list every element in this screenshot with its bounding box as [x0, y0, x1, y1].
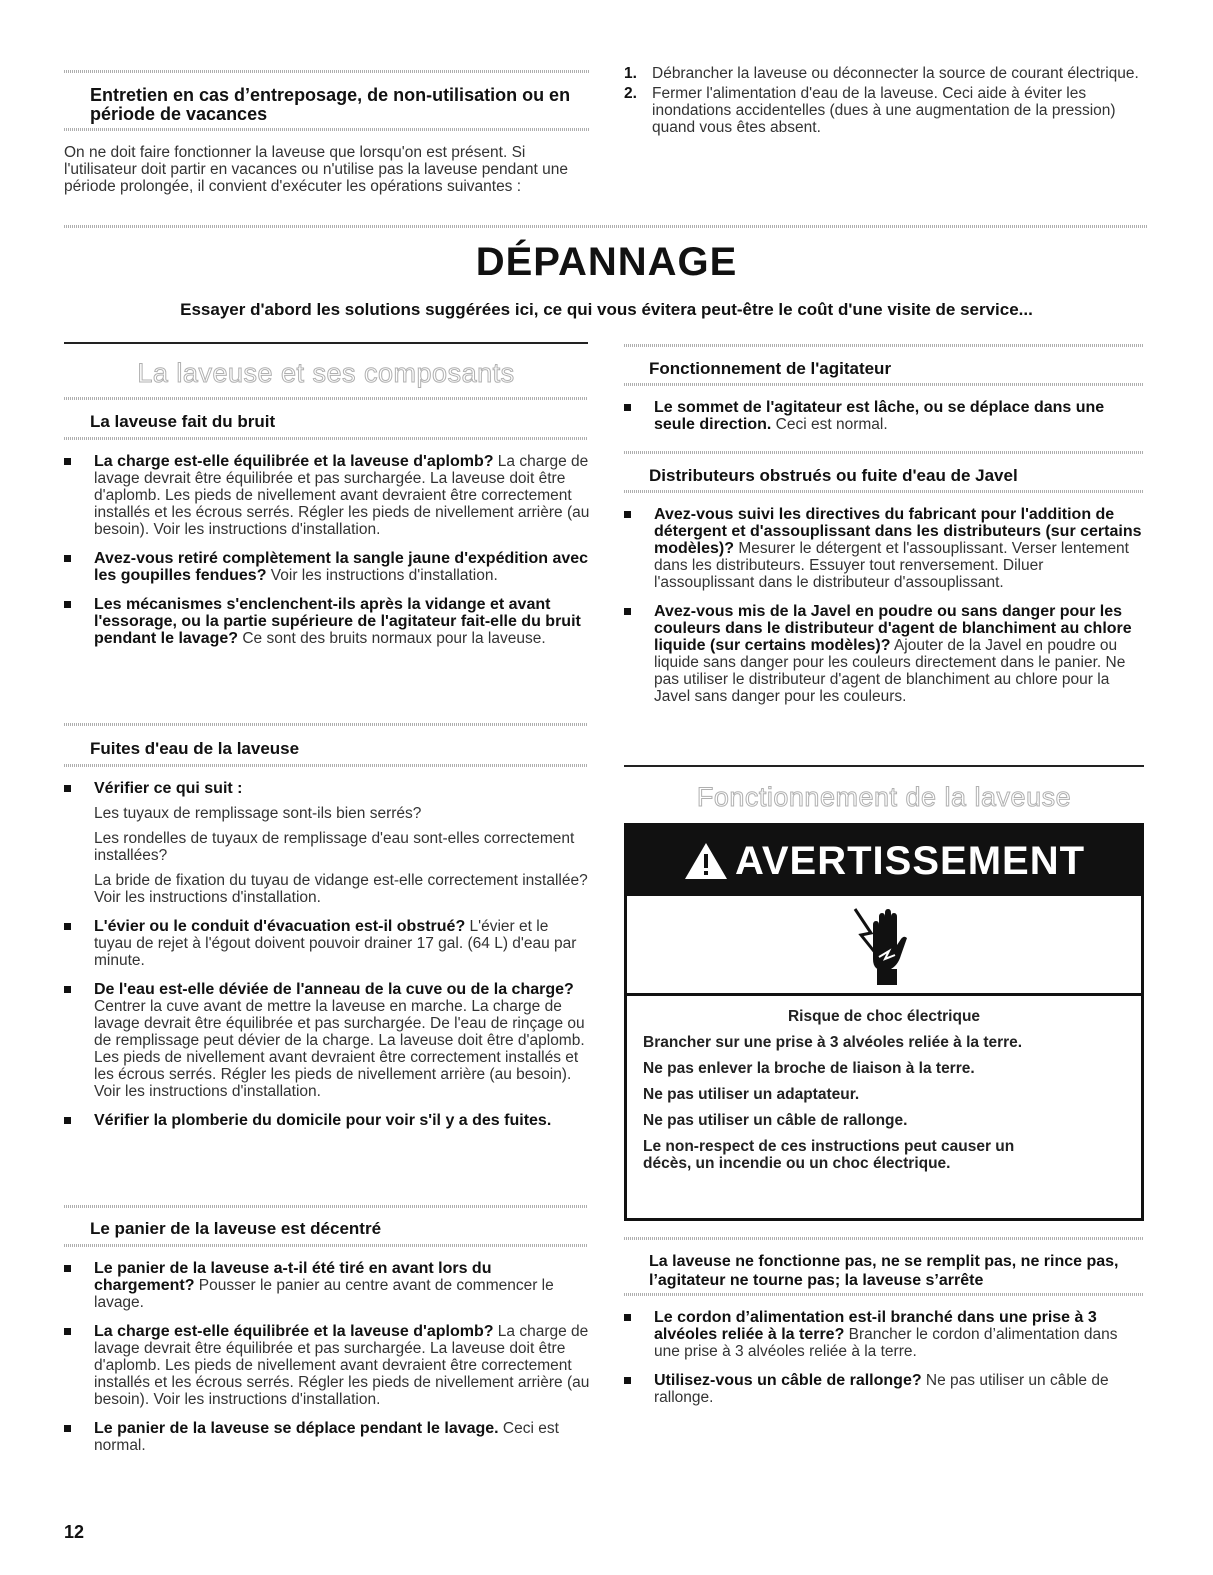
divider: [64, 1205, 588, 1208]
item-question: Le panier de la laveuse se déplace pendant le lavage.: [94, 1420, 499, 1437]
bullet-icon: [64, 1265, 71, 1272]
item-question: L'évier ou le conduit d'évacuation est-il obstrué?: [94, 918, 466, 935]
divider: [64, 128, 590, 131]
divider: [64, 397, 588, 400]
item-answer: Voir les instructions d'installation.: [266, 567, 498, 584]
agitator-list: [620, 399, 1146, 445]
step-text: Fermer l'alimentation d'eau de la laveuse. Ceci aide à éviter les inondations accidentelles (dues à une augmentation de la pression) quand vous êtes absent.: [652, 85, 1116, 136]
dispensers-list: [620, 506, 1146, 717]
dispensers-heading: Distributeurs obstrués ou fuite d'eau de Javel: [649, 466, 1018, 485]
warning-line: Risque de choc électrique: [787, 1008, 981, 1025]
warning-banner: [627, 826, 1141, 896]
divider: [624, 451, 1144, 454]
bullet-icon: [624, 1314, 631, 1321]
item-answer: Ceci est normal.: [94, 1420, 559, 1454]
leaks-heading: Fuites d'eau de la laveuse: [90, 739, 300, 758]
item-answer: Centrer la cuve avant de mettre la laveuse en marche. La charge de lavage devrait être équilibrée et pas surchargée. De l'eau de rinçage ou de remplissage peut dévier de la charge. La laveuse doit être d'aplomb. Les pieds de nivellement avant devraient être correctement installés et les écrous serrés. Régler les pieds de nivellement arrière (au besoin). Voir les instructions d'installation.: [94, 998, 585, 1100]
item-question: Vérifier la plomberie du domicile pour voir s'il y a des fuites.: [94, 1112, 552, 1129]
item-answer: Mesurer le détergent et l'assouplissant. Verser lentement dans les distributeurs. Essuyer tout renversement. Diluer l'assouplissant dans le distributeur d'assouplissant.: [654, 540, 1129, 591]
item-question: Le panier de la laveuse a-t-il été tiré en avant lors du chargement?: [94, 1260, 492, 1294]
step-text: Débrancher la laveuse ou déconnecter la source de courant électrique.: [652, 65, 1139, 82]
bullet-icon: [624, 608, 631, 615]
bullet-icon: [64, 555, 71, 562]
check-text: La bride de fixation du tuyau de vidange est-elle correctement installée? Voir les instructions d'installation.: [94, 872, 588, 906]
list-item: [60, 596, 590, 647]
divider: [64, 1244, 588, 1247]
list-item: [620, 1309, 1146, 1360]
warning-text: [627, 993, 1141, 1189]
electric-shock-icon: [851, 903, 917, 987]
divider: [624, 1293, 1144, 1296]
warning-line: Ne pas utiliser un câble de rallonge.: [643, 1112, 908, 1129]
item-question: La charge est-elle équilibrée et la laveuse d'aplomb?: [94, 453, 494, 470]
item-question: De l'eau est-elle déviée de l'anneau de la cuve ou de la charge?: [94, 981, 574, 998]
bullet-icon: [624, 511, 631, 518]
leaks-list: [60, 780, 590, 1141]
agitator-heading: Fonctionnement de l'agitateur: [649, 359, 892, 378]
storage-heading: Entretien en cas d’entreposage, de non-utilisation ou en période de vacances: [90, 85, 571, 124]
warning-line: Brancher sur une prise à 3 alvéoles reliée à la terre.: [643, 1034, 1023, 1051]
step-number: 2.: [624, 85, 637, 102]
item-question: La charge est-elle équilibrée et la laveuse d'aplomb?: [94, 1323, 494, 1340]
list-item: [624, 85, 1144, 136]
divider: [624, 1237, 1144, 1240]
divider: [624, 490, 1144, 493]
bullet-icon: [64, 986, 71, 993]
list-item: [60, 1420, 590, 1454]
check-text: Les tuyaux de remplissage sont-ils bien serrés?: [94, 805, 422, 822]
divider: [64, 764, 588, 767]
bullet-icon: [64, 923, 71, 930]
no-run-list: [620, 1309, 1146, 1418]
warning-line: Ne pas enlever la broche de liaison à la terre.: [643, 1060, 975, 1077]
list-item: [60, 1260, 590, 1311]
page-subtitle: Essayer d'abord les solutions suggérées ici, ce qui vous évitera peut-être le coût d'une visite de service...: [180, 300, 1033, 319]
list-item: [624, 65, 1144, 82]
bullet-icon: [64, 601, 71, 608]
bullet-icon: [64, 1328, 71, 1335]
divider: [64, 70, 590, 73]
list-item: [620, 603, 1146, 705]
list-item: [60, 453, 590, 538]
basket-list: [60, 1260, 590, 1466]
list-item: [60, 1323, 590, 1408]
item-question: Le cordon d’alimentation est-il branché dans une prise à 3 alvéoles reliée à la terre?: [654, 1309, 1097, 1343]
divider: [624, 765, 1144, 767]
bullet-icon: [64, 785, 71, 792]
check-text: Les rondelles de tuyaux de remplissage d'eau sont-elles correctement installées?: [94, 830, 575, 864]
no-run-heading: La laveuse ne fonctionne pas, ne se remplit pas, ne rince pas, l’agitateur ne tourne pas; la laveuse s’arrête: [649, 1253, 1119, 1289]
divider: [64, 225, 1148, 228]
bullet-icon: [624, 404, 631, 411]
divider: [64, 723, 588, 726]
warning-line: Ne pas utiliser un adaptateur.: [643, 1086, 860, 1103]
item-question: Avez-vous mis de la Javel en poudre ou sans danger pour les couleurs dans le distributeur d'agent de blanchiment au chlore liquide (sur certains modèles)?: [654, 603, 1132, 654]
noise-list: [60, 453, 590, 659]
page-title: DÉPANNAGE: [475, 240, 738, 284]
item-question: Utilisez-vous un câble de rallonge?: [654, 1372, 922, 1389]
list-item: [620, 1372, 1146, 1406]
list-item: [60, 550, 590, 584]
step-number: 1.: [624, 65, 637, 82]
divider: [64, 342, 588, 344]
bullet-icon: [64, 1425, 71, 1432]
shock-hazard-area: [627, 896, 1141, 993]
bullet-icon: [64, 1117, 71, 1124]
page-number: 12: [64, 1522, 85, 1542]
storage-body: On ne doit faire fonctionner la laveuse que lorsqu'on est présent. Si l'utilisateur doit partir en vacances ou n'utilise pas la laveuse pendant une période prolongée, il convient d'exécuter les opérations suivantes :: [64, 144, 568, 195]
warning-box: [624, 823, 1144, 1221]
item-answer: Ceci est normal.: [771, 416, 888, 433]
list-item: [620, 399, 1146, 433]
list-item: [60, 981, 590, 1100]
category-heading: Fonctionnement de la laveuse: [696, 782, 1072, 812]
noise-heading: La laveuse fait du bruit: [90, 412, 276, 431]
bullet-icon: [64, 458, 71, 465]
list-item: [620, 506, 1146, 591]
divider: [624, 344, 1144, 347]
list-item: [60, 1112, 590, 1129]
warning-label: AVERTISSEMENT: [734, 838, 1086, 883]
item-answer: Ne pas utiliser un câble de rallonge.: [654, 1372, 1109, 1406]
item-answer: L'évier et le tuyau de rejet à l'égout doivent pouvoir drainer 17 gal. (64 L) d'eau par minute.: [94, 918, 577, 969]
divider: [624, 383, 1144, 386]
warning-triangle-icon: [683, 841, 729, 881]
warning-line: Le non-respect de ces instructions peut causer un décès, un incendie ou un choc électrique.: [643, 1138, 1015, 1172]
item-answer: La charge de lavage devrait être équilibrée et pas surchargée. La laveuse doit être d'aplomb. Les pieds de nivellement avant devraient être correctement installés et les écrous serrés. Régler les pieds de nivellement arrière (au besoin). Voir les instructions d'installation.: [94, 453, 590, 538]
list-item: [60, 918, 590, 969]
list-item: [60, 780, 590, 906]
item-answer: Ce sont des bruits normaux pour la laveuse.: [238, 630, 546, 647]
item-question: Avez-vous retiré complètement la sangle jaune d'expédition avec les goupilles fendues?: [94, 550, 589, 584]
item-question: Vérifier ce qui suit :: [94, 780, 243, 797]
item-question: Les mécanismes s'enclenchent-ils après la vidange et avant l'essorage, ou la partie supérieure de l'agitateur fait-elle du bruit pendant le lavage?: [94, 596, 581, 647]
item-answer: Pousser le panier au centre avant de commencer le lavage.: [94, 1277, 554, 1311]
item-question: Avez-vous suivi les directives du fabricant pour l'addition de détergent et d'assouplissant dans les distributeurs (sur certains modèles)?: [654, 506, 1142, 557]
storage-steps: [624, 65, 1144, 139]
item-question: Le sommet de l'agitateur est lâche, ou se déplace dans une seule direction.: [654, 399, 1105, 433]
bullet-icon: [624, 1377, 631, 1384]
category-heading: La laveuse et ses composants: [137, 358, 515, 388]
item-answer: La charge de lavage devrait être équilibrée et pas surchargée. La laveuse doit être d'aplomb. Les pieds de nivellement avant devraient être correctement installés et les écrous serrés. Régler les pieds de nivellement arrière (au besoin). Voir les instructions d'installation.: [94, 1323, 590, 1408]
basket-heading: Le panier de la laveuse est décentré: [90, 1219, 382, 1238]
divider: [64, 437, 588, 440]
item-answer: Ajouter de la Javel en poudre ou liquide sans danger pour les couleurs directement dans le panier. Ne pas utiliser le distributeur d'agent de blanchiment au chlore pour la Javel sans danger pour les couleurs.: [654, 637, 1126, 705]
item-answer: Brancher le cordon d’alimentation dans une prise à 3 alvéoles reliée à la terre.: [654, 1326, 1118, 1360]
